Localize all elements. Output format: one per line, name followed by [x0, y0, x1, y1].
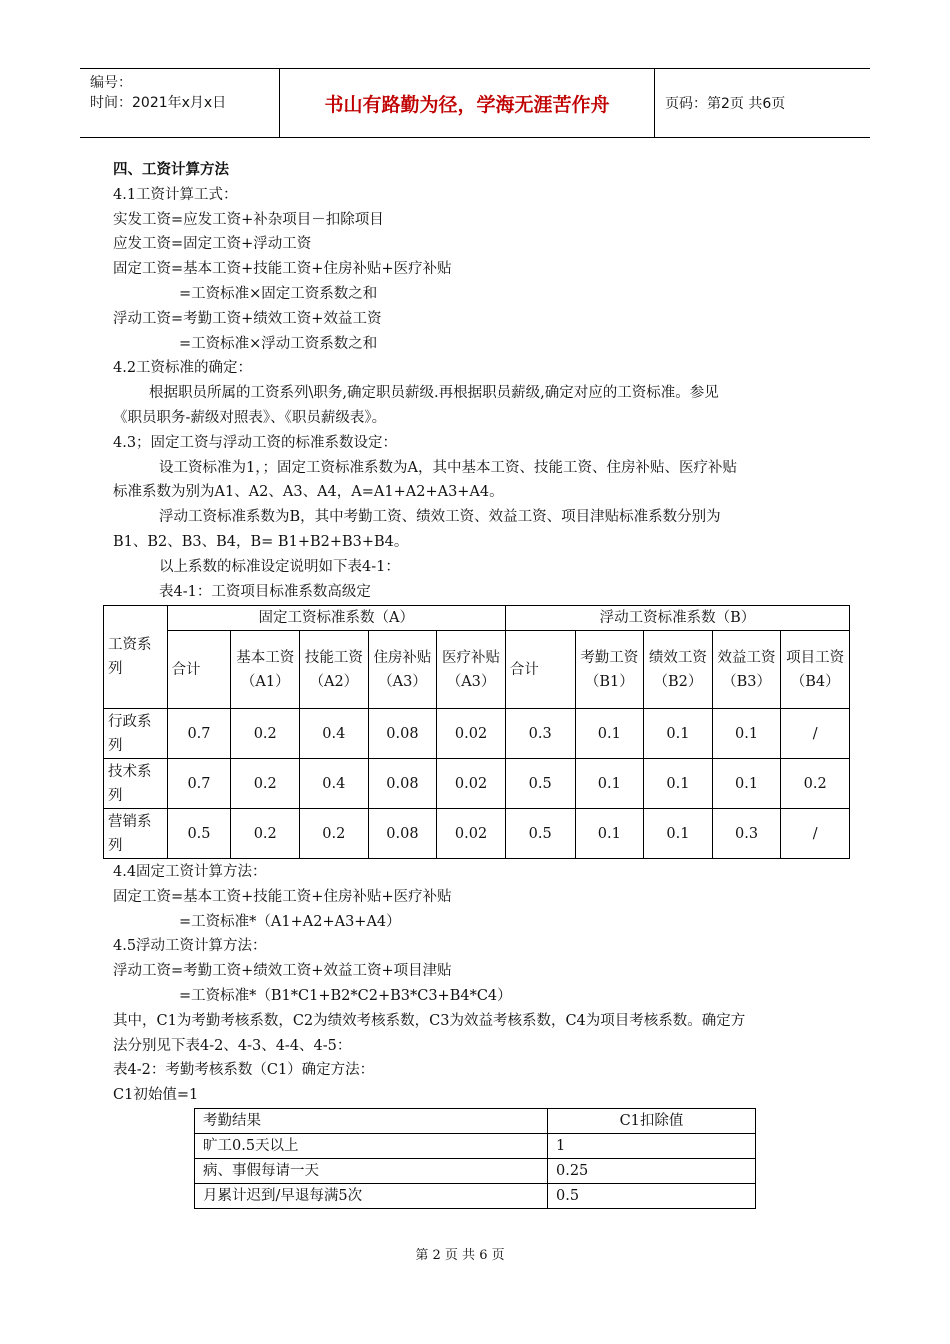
cell: 0.5 [167, 809, 231, 859]
header-cell-a4: 医疗补贴（A3） [437, 631, 506, 709]
text-line: 固定工资=基本工资+技能工资+住房补贴+医疗补贴 [113, 261, 452, 278]
text-line: 法分别见下表4-2、4-3、4-4、4-5： [113, 1037, 352, 1054]
cell: 0.1 [644, 709, 713, 759]
text-line: 根据职员所属的工资系列\职务,确定职员薪级.再根据职员薪级,确定对应的工资标准。参见 [149, 385, 719, 402]
header-cell-group-b: 浮动工资标准系数（B） [505, 606, 849, 631]
header-cell-total-b: 合计 [505, 631, 575, 709]
cell: 0.02 [437, 809, 506, 859]
cell: 0.2 [781, 759, 850, 809]
cell: 0.1 [712, 759, 781, 809]
table-caption: 表4-2：考勤考核系数（C1）确定方法： [113, 1062, 375, 1079]
cell: 0.1 [575, 809, 644, 859]
table-row [104, 759, 850, 809]
row-name: 营销系列 [104, 809, 168, 859]
table-caption: 表4-1：工资项目标准系数高级定 [159, 583, 371, 600]
header-cell-b3: 效益工资（B3） [712, 631, 781, 709]
cell: 0.08 [368, 759, 437, 809]
row-name: 技术系列 [104, 759, 168, 809]
header-info-cell [80, 69, 280, 137]
cell: 0.2 [231, 809, 300, 859]
text-line: =工资标准×固定工资系数之和 [179, 285, 378, 302]
text-line: =工资标准*（A1+A2+A3+A4） [179, 913, 401, 930]
cell: 0.1 [575, 709, 644, 759]
cell: 0.2 [300, 809, 369, 859]
cell: 0.4 [300, 759, 369, 809]
coefficient-table [103, 605, 850, 859]
header-motto: 书山有路勤为径，学海无涯苦作舟 [280, 69, 655, 137]
table-row [195, 1134, 756, 1159]
document-body-bottom [113, 860, 853, 1108]
text-line: 浮动工资=考勤工资+绩效工资+效益工资+项目津贴 [113, 963, 452, 980]
cell: 0.1 [644, 759, 713, 809]
cell: 0.1 [644, 809, 713, 859]
cell: 0.02 [437, 759, 506, 809]
text-line: 应发工资=固定工资+浮动工资 [113, 236, 312, 253]
row-name: 行政系列 [104, 709, 168, 759]
cell: 0.7 [167, 709, 231, 759]
document-number-label: 编号： [90, 75, 132, 91]
cell: 旷工0.5天以上 [195, 1134, 548, 1159]
cell: 0.2 [231, 709, 300, 759]
cell: 0.02 [437, 709, 506, 759]
table-row [104, 809, 850, 859]
text-line: 《职员职务-薪级对照表》、《职员薪级表》。 [113, 409, 387, 426]
text-line: 4.1工资计算工式： [113, 186, 238, 203]
header-cell-group-a: 固定工资标准系数（A） [167, 606, 505, 631]
attendance-table [194, 1108, 756, 1209]
header-cell-series: 工资系列 [104, 606, 168, 709]
cell: 0.08 [368, 809, 437, 859]
text-line: 标准系数为别为A1、A2、A3、A4，A=A1+A2+A3+A4。 [113, 484, 504, 501]
cell: 0.1 [712, 709, 781, 759]
header-cell-a1: 基本工资（A1） [231, 631, 300, 709]
cell: 0.3 [712, 809, 781, 859]
cell: 0.5 [505, 809, 575, 859]
cell: 1 [548, 1134, 756, 1159]
table-row [104, 709, 850, 759]
table-header-row [195, 1109, 756, 1134]
text-line: 浮动工资=考勤工资+绩效工资+效益工资 [113, 310, 382, 327]
header-cell-total-a: 合计 [167, 631, 231, 709]
cell: 0.3 [505, 709, 575, 759]
section-heading: 四、工资计算方法 [113, 162, 229, 178]
header-cell-b2: 绩效工资（B2） [644, 631, 713, 709]
header-cell-deduction: C1扣除值 [548, 1109, 756, 1134]
cell: 病、事假每请一天 [195, 1159, 548, 1184]
header-cell-a3: 住房补贴（A3） [368, 631, 437, 709]
text-line: =工资标准×浮动工资系数之和 [179, 335, 378, 352]
cell: 0.25 [548, 1159, 756, 1184]
text-line: 实发工资=应发工资+补杂项目－扣除项目 [113, 211, 384, 228]
text-line: 浮动工资标准系数为B，其中考勤工资、绩效工资、效益工资、项目津贴标准系数分别为 [159, 509, 721, 526]
text-line: =工资标准*（B1*C1+B2*C2+B3*C3+B4*C4） [179, 987, 512, 1004]
text-line: 4.5浮动工资计算方法： [113, 938, 267, 955]
document-time-label: 时间：2021年x月x日 [90, 95, 227, 111]
text-line: 以上系数的标准设定说明如下表4-1： [159, 558, 400, 575]
header-page-label: 页码：第2页 共6页 [665, 96, 786, 112]
cell: 0.5 [505, 759, 575, 809]
header-cell-a2: 技能工资（A2） [300, 631, 369, 709]
cell: / [781, 709, 850, 759]
text-line: B1、B2、B3、B4，B= B1+B2+B3+B4。 [113, 533, 409, 550]
cell: 0.08 [368, 709, 437, 759]
page-footer: 第 2 页 共 6 页 [415, 1248, 505, 1263]
table-row [195, 1159, 756, 1184]
table-row [195, 1184, 756, 1209]
page-header [80, 68, 870, 138]
cell: / [781, 809, 850, 859]
header-cell-b4: 项目工资（B4） [781, 631, 850, 709]
text-line: 4.2工资标准的确定： [113, 360, 253, 377]
cell: 0.7 [167, 759, 231, 809]
cell: 0.5 [548, 1184, 756, 1209]
header-cell-b1: 考勤工资（B1） [575, 631, 644, 709]
text-line: 其中，C1为考勤考核系数，C2为绩效考核系数，C3为效益考核系数，C4为项目考核系数。确定方 [113, 1012, 746, 1029]
text-line: 4.4固定工资计算方法： [113, 864, 267, 880]
cell: 0.2 [231, 759, 300, 809]
header-cell-result: 考勤结果 [195, 1109, 548, 1134]
cell: 0.4 [300, 709, 369, 759]
text-line: 设工资标准为1，；固定工资标准系数为A，其中基本工资、技能工资、住房补贴、医疗补贴 [159, 459, 737, 476]
text-line: 4.3；固定工资与浮动工资的标准系数设定： [113, 434, 398, 451]
document-body-top [113, 158, 853, 604]
cell: 月累计迟到/早退每满5次 [195, 1184, 548, 1209]
text-line: C1初始值=1 [113, 1087, 199, 1104]
cell: 0.1 [575, 759, 644, 809]
text-line: 固定工资=基本工资+技能工资+住房补贴+医疗补贴 [113, 888, 452, 905]
